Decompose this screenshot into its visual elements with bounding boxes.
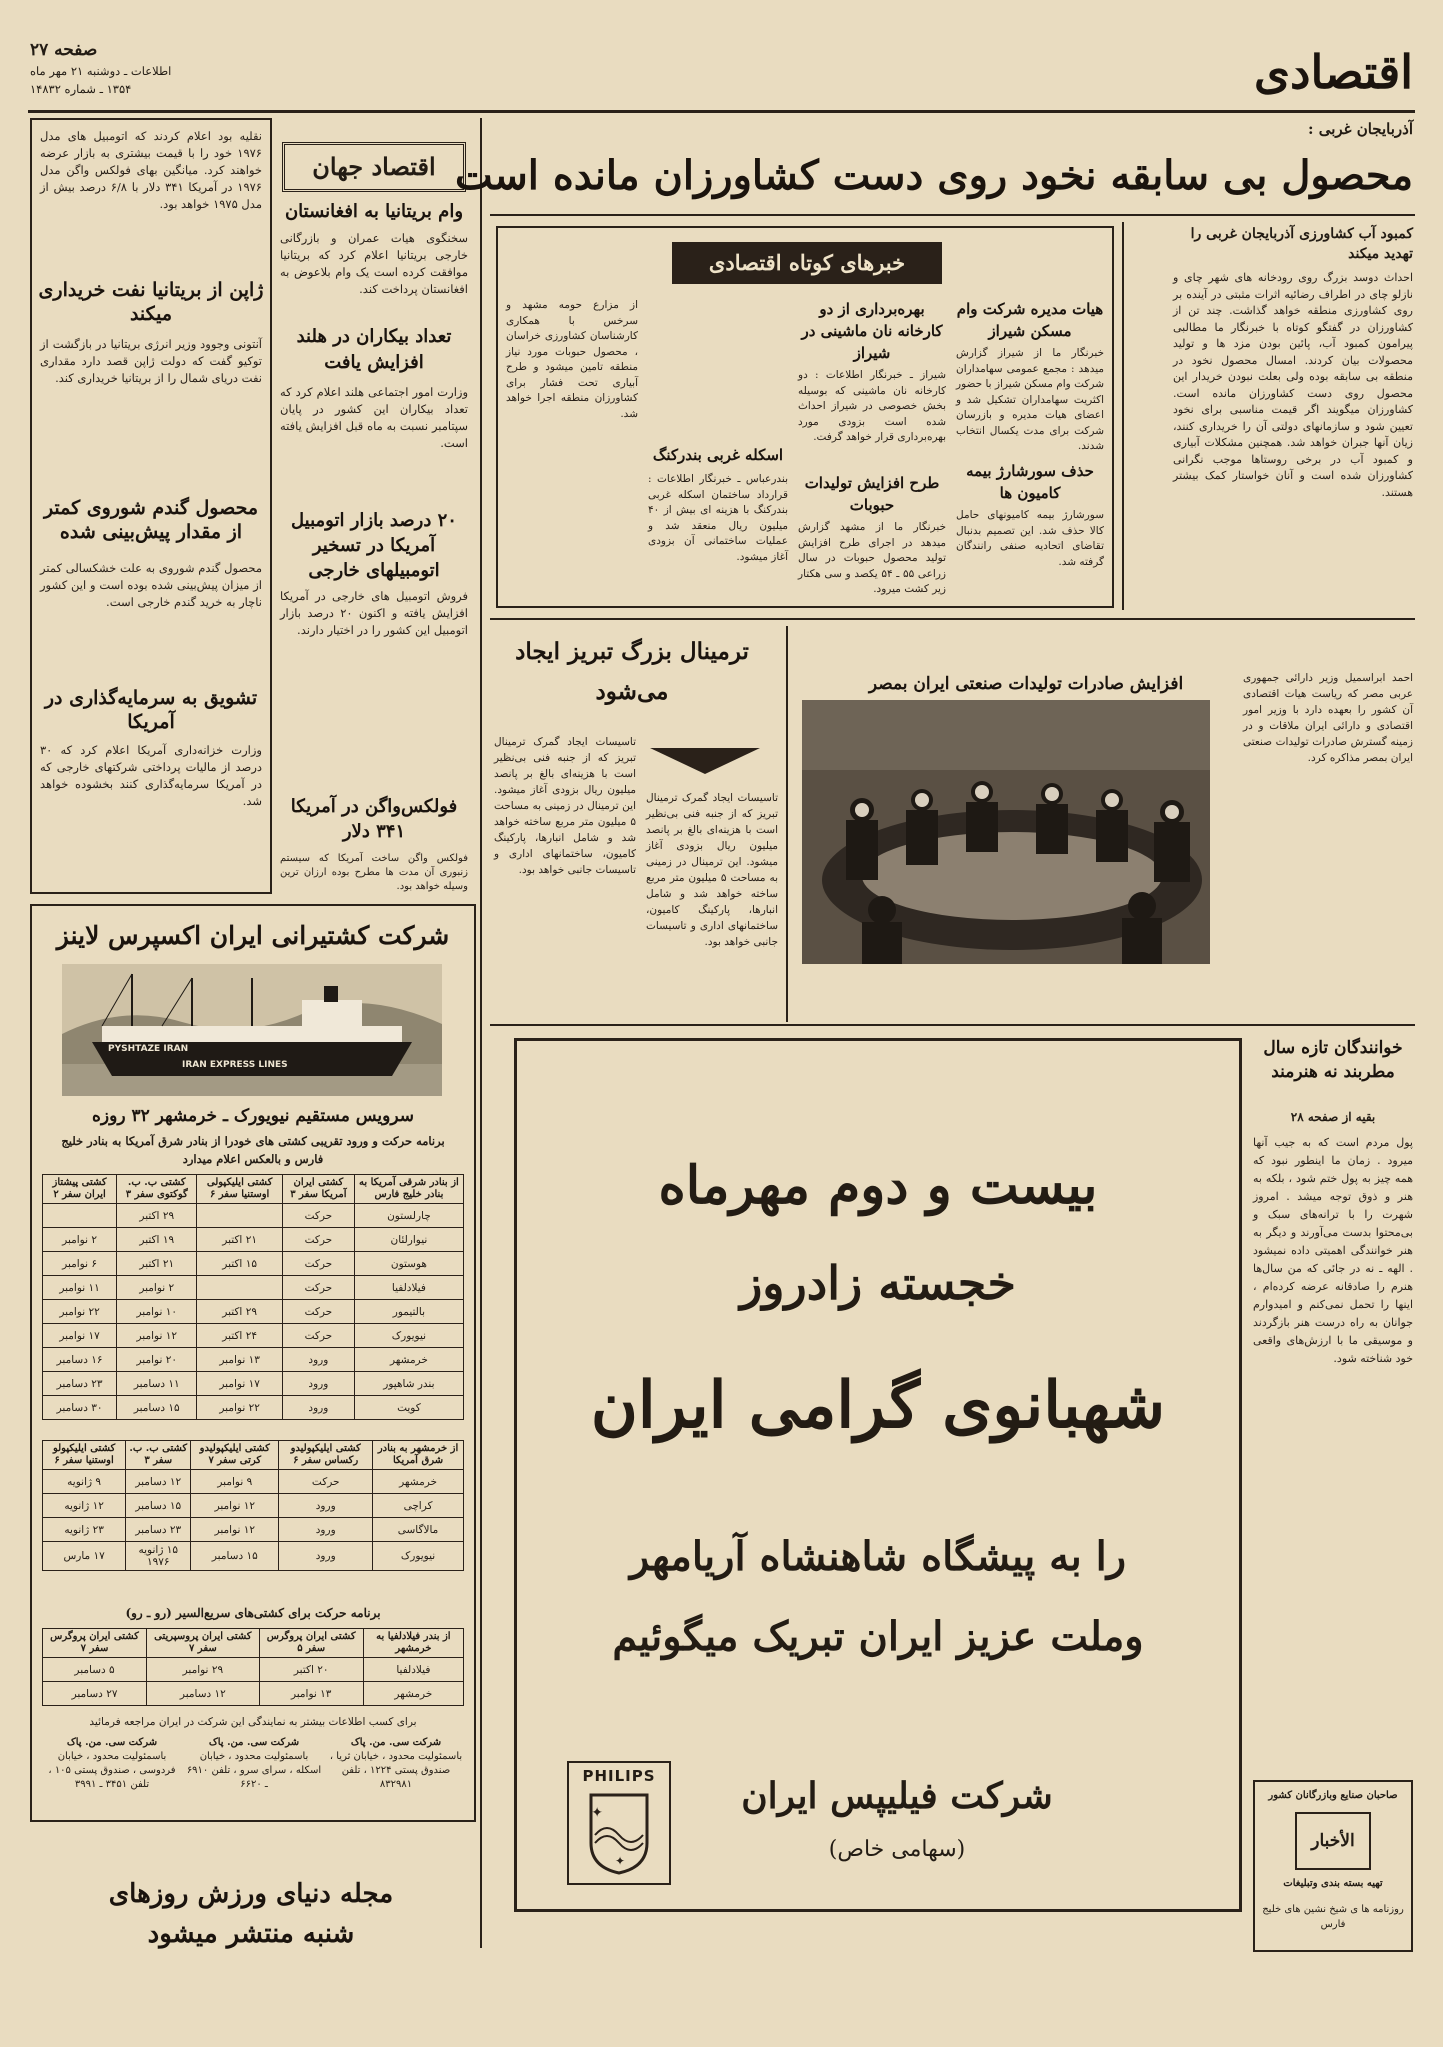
shipping-service: سرویس مستقیم نیویورک ـ خرمشهر ۳۲ روزه [92, 1106, 414, 1126]
arrow-graphic [650, 744, 760, 778]
table-header: کشتی ایران پروگرس سفر ۵ [259, 1629, 363, 1658]
table-row [43, 1396, 464, 1420]
table-cell: ۱۷ مارس [43, 1542, 126, 1571]
table-row [43, 1300, 464, 1324]
table-cell: بالتیمور [354, 1300, 463, 1324]
small-ad-line: تهیه بسته بندی وتبلیغات [1283, 1878, 1383, 1889]
table-cell: ورود [279, 1494, 373, 1518]
table-cell: ۲۳ دسامبر [43, 1372, 117, 1396]
table-cell: ۲۹ اکتبر [117, 1204, 197, 1228]
table-cell [197, 1276, 283, 1300]
short-news-body: سورشارژ بیمه کامیونهای حامل کالا حذف شد. این تصمیم بدنبال تقاضای اتحادیه صنفی رانندگان گرفته شد. [956, 509, 1104, 568]
table-cell: مالاگاسی [373, 1518, 464, 1542]
side-headline: ژاپن از بریتانیا نفت خریداری میکند [38, 279, 264, 325]
table-cell: حرکت [282, 1204, 354, 1228]
table-cell: فیلادلفیا [354, 1276, 463, 1300]
lead-rule [490, 214, 1415, 216]
philips-company-sub: (سهامی خاص) [828, 1837, 966, 1862]
philips-brand: PHILIPS [582, 1767, 656, 1785]
table-cell: ورود [279, 1542, 373, 1571]
table-cell: ۲۹ اکتبر [197, 1300, 283, 1324]
table-header: کشتی ایلیکپولیدو رکساس سفر ۶ [279, 1441, 373, 1470]
table-row [43, 1372, 464, 1396]
terminal-body: تاسیسات ایجاد گمرک ترمینال تبریز که از جنبه فنی بی‌نظیر است با هزینه‌ای بالغ بر پانصد میلیون ریال بزودی آغاز میشود. این ترمینال در زمینی به مساحت ۵ میلیون متر مربع ساخته خواهد شد و شامل انبارها، پارکینگ کامیون، ساختمانهای اداری و تاسیسات جانبی خواهد بود. [646, 792, 778, 948]
agent-lines: باسمئولیت محدود ، خیابان ثریا ، صندوق پستی ۱۲۲۴ ، تلفن ۸۳۲۹۸۱ [329, 1751, 463, 1790]
short-news-headline: حذف سورشارژ بیمه کامیون ها [966, 462, 1094, 502]
table-header: کشتی پیشتاز ایران سفر ۲ [43, 1175, 117, 1204]
table-cell: ۱۹ اکتبر [117, 1228, 197, 1252]
table-cell: ۱۷ نوامبر [43, 1324, 117, 1348]
shipping-note: برنامه حرکت و ورود تقریبی کشتی های خودرا از بنادر شرق آمریکا به بنادر خلیج فارس و بالعکس اعلام میدارد [61, 1134, 445, 1166]
ship-hull-text: IRAN EXPRESS LINES [182, 1060, 288, 1070]
side-body: وزارت خزانه‌داری آمریکا اعلام کرد که ۳۰ درصد از مالیات پرداختی شرکتهای خارجی که در آمریکا سرمایه‌گذاری کنند بخشوده خواهد شد. [40, 743, 262, 808]
svg-text:✦: ✦ [614, 1854, 625, 1868]
small-ad [1253, 1780, 1413, 1952]
ad-line: خجسته زادروز [740, 1256, 1016, 1310]
table-cell: حرکت [279, 1470, 373, 1494]
table-cell: حرکت [282, 1228, 354, 1252]
column-rule [480, 118, 482, 1948]
ad-line: شهبانوی گرامی ایران [590, 1368, 1166, 1443]
table-cell: ۵ دسامبر [43, 1658, 147, 1682]
table-cell: ۲۲ نوامبر [43, 1300, 117, 1324]
lead-body: احداث دوسد بزرگ روی رودخانه های شهر چای و نازلو چای در اطراف رضائیه اثرات مثبتی در آینده بر روی کشاورزی منطقه خواهد گذاشت. چند تن از کشاورزان در گفتگو کوتاه با خبرنگار ما مطالبی پیرامون کمبود آب، پائین بودن مزد ها و تولید محصولات بیان کردند. امسال محصول نخود در منطقه بی سابقه بوده ولی بعلت نبودن خریدار این محصول روی دست کشاورزان مانده است. کشاورزان میگویند اگر قیمت مناسبی برای نخود تعیین شود و سازمانهای دولتی آن را خریداری کنند، زیان آنها جبران خواهد شد. همچنین مشکلات آبیاری و کمبود آب در برخی روستاها موجب نگرانی کشاورزان شده است و آنان خواستار کمک بیشتر هستند. [1173, 271, 1413, 499]
table-cell: ۶ نوامبر [43, 1252, 117, 1276]
agent-lines: باسمئولیت محدود ، خیابان فردوسی ، صندوق پستی ۱۰۵ ، تلفن ۳۴۵۱ ـ ۳۹۹۱ [48, 1751, 176, 1790]
table-header: از خرمشهر به بنادر شرق آمریکا [373, 1441, 464, 1470]
agent-name: شرکت سی. من. پاک [208, 1737, 300, 1748]
table-header: از بنادر شرقی آمریکا به بنادر خلیج فارس [354, 1175, 463, 1204]
table-cell [43, 1204, 117, 1228]
table-cell: ۲۰ اکتبر [259, 1658, 363, 1682]
table-cell: کویت [354, 1396, 463, 1420]
table-cell: ورود [282, 1348, 354, 1372]
lead-kicker: آذربایجان غربی : [1307, 120, 1413, 138]
table-cell: ۲۷ دسامبر [43, 1682, 147, 1706]
agent-name: شرکت سی. من. پاک [350, 1737, 442, 1748]
side-headline: محصول گندم شوروی کمتر از مقدار پیش‌بینی شده [43, 497, 259, 543]
table-cell: نیویورک [373, 1542, 464, 1571]
table-row [43, 1518, 464, 1542]
issue-line: ۱۳۵۴ ـ شماره ۱۴۸۳۲ [30, 82, 132, 96]
table-cell: خرمشهر [354, 1348, 463, 1372]
small-ad-logo: الأخبار [1295, 1812, 1371, 1870]
table-row [43, 1470, 464, 1494]
table-cell: ۱۵ اکتبر [197, 1252, 283, 1276]
table-cell [197, 1204, 283, 1228]
sport-promo: مجله دنیای ورزش روزهای [108, 1879, 394, 1909]
meeting-photo [802, 700, 1210, 964]
side-headline: تشویق به سرمایه‌گذاری در آمریکا [44, 687, 258, 733]
table-cell: ۲ نوامبر [117, 1276, 197, 1300]
table-row [43, 1348, 464, 1372]
agent [186, 1736, 322, 1792]
table-header: کشتی ایران پروگرس سفر ۷ [43, 1629, 147, 1658]
world-body: وزارت امور اجتماعی هلند اعلام کرد که تعداد بیکاران این کشور در پایان سپتامبر نسبت به ماه قبل افزایش یافته است. [280, 385, 468, 450]
table-cell: خرمشهر [363, 1682, 463, 1706]
table-cell: ۲۳ دسامبر [126, 1518, 191, 1542]
philips-company: شرکت فیلیپس ایران [741, 1775, 1053, 1817]
lead-headline: محصول بی سابقه نخود روی دست کشاورزان مانده است [455, 152, 1413, 199]
agent [328, 1736, 464, 1792]
world-economy-column [274, 118, 474, 890]
table-cell: ۱۲ نوامبر [117, 1324, 197, 1348]
shipping-company: شرکت کشتیرانی ایران اکسپرس لاینز [56, 921, 450, 950]
schedule-table-1 [42, 1174, 464, 1420]
table-cell: ۱۲ ژانویه [43, 1494, 126, 1518]
table-cell: ۱۵ دسامبر [117, 1396, 197, 1420]
short-news-headline: بهره‌برداری از دو کارخانه نان ماشینی در شیراز [801, 300, 943, 362]
egypt-headline: افزایش صادرات تولیدات صنعتی ایران بمصر [868, 674, 1184, 694]
table-row [43, 1682, 464, 1706]
world-headline: فولکس‌واگن در آمریکا ۳۴۱ دلار [290, 796, 458, 842]
section-title: اقتصادی [1253, 45, 1413, 99]
agent-lines: باسمئولیت محدود ، خیابان اسکله ، سرای سرو ، تلفن ۶۹۱۰ ـ ۶۶۲۰ [186, 1751, 322, 1790]
side-column [30, 118, 272, 894]
table-row [43, 1204, 464, 1228]
table-cell: ۱۰ نوامبر [117, 1300, 197, 1324]
column-rule [786, 626, 788, 1022]
table-cell: ۱۱ دسامبر [117, 1372, 197, 1396]
ship-photo [62, 964, 442, 1096]
table-cell: حرکت [282, 1252, 354, 1276]
table-cell: هوستون [354, 1252, 463, 1276]
table-cell: ۱۵ ژانویه ۱۹۷۶ [126, 1542, 191, 1571]
table-header: کشتی ب. ب. گوکتوی سفر ۳ [117, 1175, 197, 1204]
world-body: فروش اتومبیل های خارجی در آمریکا افزایش یافته و اکنون ۲۰ درصد بازار اتومبیل این کشور را در اختیار دارند. [280, 589, 468, 637]
small-ad-line: روزنامه ها ی شیخ نشین های خلیج فارس [1262, 1904, 1404, 1930]
world-headline: وام بریتانیا به افغانستان [284, 201, 464, 222]
table-cell: ۱۳ نوامبر [197, 1348, 283, 1372]
table-cell: ۲۴ اکتبر [197, 1324, 283, 1348]
sport-promo: شنبه منتشر میشود [147, 1919, 355, 1949]
issue-line: اطلاعات ـ دوشنبه ۲۱ مهر ماه [30, 64, 172, 78]
page-number: صفحه ۲۷ [30, 40, 98, 60]
world-economy-label: اقتصاد جهان [282, 142, 466, 192]
short-news-box [496, 226, 1114, 608]
table-cell: ۱۲ دسامبر [147, 1682, 260, 1706]
svg-text:✦: ✦ [591, 1805, 603, 1821]
world-body: فولکس واگن ساخت آمریکا که سیستم زنبوری آن مدت ها مطرح بوده ارزان ترین وسیله خواهد بود. [280, 853, 468, 892]
table-header: از بندر فیلادلفیا به خرمشهر [363, 1629, 463, 1658]
table-cell: ورود [282, 1396, 354, 1420]
table-cell: ۳۰ دسامبر [43, 1396, 117, 1420]
table-cell: حرکت [282, 1324, 354, 1348]
table-cell: ۱۳ نوامبر [259, 1682, 363, 1706]
table-header: کشتی ایلیکپولو اوستنیا سفر ۶ [43, 1441, 126, 1470]
short-news-body: خبرنگار ما از مشهد گزارش میدهد در اجرای طرح افزایش تولید محصول حبوبات در سال زراعی ۵۵ ـ ۵۴ یکصد و سی هکتار زیر کشت میرود. [798, 521, 946, 595]
table-cell: ۹ ژانویه [43, 1470, 126, 1494]
table-row [43, 1276, 464, 1300]
schedule-table-2 [42, 1440, 464, 1571]
agent [44, 1736, 180, 1792]
terminal-body: تاسیسات ایجاد گمرک ترمینال تبریز که از جنبه فنی بی‌نظیر است با هزینه‌ای بالغ بر پانصد میلیون ریال بزودی آغاز میشود. این ترمینال در زمینی به مساحت ۵ میلیون متر مربع ساخته خواهد شد و شامل انبارها، پارکینگ کامیون، ساختمانهای اداری و تاسیسات جانبی خواهد بود. [494, 736, 636, 876]
egypt-body: احمد ابراسمیل وزیر دارائی جمهوری عربی مصر که ریاست هیات اقتصادی آن کشور را بعهده دارد با وزیر امور اقتصادی و دارائی ایران ملاقات و در زمینه گسترش صادرات تولیدات صنعتی ایران بمصر مذاکره کرد. [1243, 672, 1413, 764]
schedule-table-3 [42, 1628, 464, 1706]
table-row [43, 1494, 464, 1518]
table-header: کشتی ب. ب. سفر ۳ [126, 1441, 191, 1470]
table-header: کشتی ایران پروسپریتی سفر ۷ [147, 1629, 260, 1658]
ad-line: بیست و دوم مهرماه [658, 1155, 1098, 1216]
table-header: کشتی ایلیکپولیدو کرتی سفر ۷ [191, 1441, 279, 1470]
table-header: کشتی ایران آمریکا سفر ۳ [282, 1175, 354, 1204]
table-cell: ورود [282, 1372, 354, 1396]
table-cell: حرکت [282, 1276, 354, 1300]
lead-column-rule [1122, 222, 1124, 610]
fast-ships-title: برنامه حرکت برای کشتی‌های سریع‌السیر (رو ـ رو) [125, 1606, 381, 1620]
section-rule [490, 618, 1415, 620]
music-headline: خوانندگان تازه سال مطربند نه هنرمند [1263, 1038, 1403, 1082]
section-rule [490, 1024, 1415, 1026]
agents-list [42, 1736, 464, 1812]
table-cell: ۲۰ نوامبر [117, 1348, 197, 1372]
shipping-ad [30, 904, 476, 1822]
table-cell: ۱۱ نوامبر [43, 1276, 117, 1300]
table-cell: ۱۵ دسامبر [191, 1542, 279, 1571]
short-news-title: خبرهای کوتاه اقتصادی [672, 242, 942, 284]
table-cell: ۱۲ نوامبر [191, 1518, 279, 1542]
contact-note: برای کسب اطلاعات بیشتر به نمایندگی این شرکت در ایران مراجعه فرمائید [89, 1716, 417, 1728]
masthead-rule [28, 110, 1415, 113]
ad-line: را به پیشگاه شاهنشاه آریامهر [629, 1533, 1127, 1580]
table-cell: چارلستون [354, 1204, 463, 1228]
short-news-body: از مزارع حومه مشهد و سرخس با همکاری کارشناسان کشاورزی خراسان ، محصول حبوبات مورد نیاز منطقه تامین میشود و طرح آبیاری تحت فشار برای کشاورزان منطقه اجرا خواهد شد. [506, 299, 638, 420]
table-cell: ۹ نوامبر [191, 1470, 279, 1494]
table-cell: ورود [279, 1518, 373, 1542]
philips-ad [514, 1038, 1242, 1912]
agent-name: شرکت سی. من. پاک [66, 1737, 158, 1748]
table-row [43, 1324, 464, 1348]
table-row [43, 1228, 464, 1252]
short-news-body: شیراز ـ خبرنگار اطلاعات : دو کارخانه نان ماشینی که بوسیله بخش خصوصی در شیراز احداث شده است بزودی مورد بهره‌برداری قرار خواهد گرفت. [798, 369, 946, 443]
short-news-headline: هیات مدیره شرکت وام مسکن شیراز [956, 300, 1104, 340]
table-cell: ۱۲ دسامبر [126, 1470, 191, 1494]
short-news-headline: اسکله غربی بندرکنگ [652, 446, 784, 464]
ship-name: PYSHTAZE IRAN [108, 1044, 189, 1054]
short-news-headline: طرح افزایش تولیدات حبوبات [804, 474, 940, 514]
short-news-body: بندرعباس ـ خبرنگار اطلاعات : قرارداد ساختمان اسکله غربی بندرکنگ با هزینه ای بیش از ۴۰ میلیون ریال منعقد شد و عملیات ساختمانی آن بزودی آغاز میشود. [648, 473, 788, 563]
philips-shield-icon [587, 1791, 651, 1875]
table-cell: ۲ نوامبر [43, 1228, 117, 1252]
table-cell: فیلادلفیا [363, 1658, 463, 1682]
table-cell: نیویورک [354, 1324, 463, 1348]
world-headline: ۲۰ درصد بازار اتومبیل آمریکا در تسخیر اتومبیلهای خارجی [291, 510, 457, 581]
philips-logo [567, 1761, 671, 1885]
table-cell: ۱۲ نوامبر [191, 1494, 279, 1518]
small-ad-line: صاحبان صنایع وبازرگانان کشور [1268, 1790, 1398, 1801]
world-body: سخنگوی هیات عمران و بازرگانی خارجی بریتانیا اعلام کرد که بریتانیا موافقت کرده است یک وام بلاعوض به افغانستان پرداخت کند. [280, 231, 468, 296]
music-body: پول مردم است که به جیب آنها میرود . زمان ما اینطور نبود که همه چیز به پول ختم شود ، بلکه به هنر و ذوق توجه میشد . امروز شهرت را با ترانه‌های سبک و بی‌محتوا بدست می‌آورند و دیگر به هنر خوانندگی اهمیتی داده نمیشود . الهه ـ نه در جائی که من سال‌ها هنرم را صادقانه عرضه کرده‌ام ، اینها را تحمل نمی‌کنم و امیدوارم جوانان به راه درست هنر بازگردند و موسیقی ما با ارزش‌های واقعی خود شناخته شود. [1253, 1136, 1413, 1365]
table-cell: حرکت [282, 1300, 354, 1324]
table-row [43, 1658, 464, 1682]
side-intro: نقلیه بود اعلام کردند که اتومبیل های مدل ۱۹۷۶ خود را با قیمت بیشتری به بازار عرضه خواهند کرد. میانگین بهای فولکس واگن مدل ۱۹۷۶ در آمریکا ۳۴۱ دلار با ۶/۸ درصد بیش از مدل ۱۹۷۵ خواهد بود. [40, 129, 262, 211]
lead-deck: کمبود آب کشاورزی آذربایجان غربی را تهدید میکند [1190, 226, 1413, 262]
table-cell: نیوارلئان [354, 1228, 463, 1252]
world-headline: تعداد بیکاران در هلند افزایش یافت [296, 326, 452, 373]
table-header: کشتی ایلیکپولی اوستنیا سفر ۶ [197, 1175, 283, 1204]
side-body: محصول گندم شوروی به علت خشکسالی کمتر از میزان پیش‌بینی شده بوده است و این کشور ناچار به خرید گندم خارجی است. [40, 561, 262, 609]
table-cell: خرمشهر [373, 1470, 464, 1494]
short-news-body: خبرنگار ما از شیراز گزارش میدهد : مجمع عمومی سهامداران شرکت وام مسکن شیراز با حضور اکثریت سهامداران تشکیل شد و اعضای هیات مدیره و بازرسان شرکت برای مدت یکسال انتخاب شدند. [956, 347, 1104, 452]
table-cell: ۱۷ نوامبر [197, 1372, 283, 1396]
table-cell: ۲۲ نوامبر [197, 1396, 283, 1420]
table-cell: ۱۶ دسامبر [43, 1348, 117, 1372]
music-continued: بقیه از صفحه ۲۸ [1290, 1110, 1376, 1124]
table-cell: ۲۹ نوامبر [147, 1658, 260, 1682]
table-cell: بندر شاهپور [354, 1372, 463, 1396]
ad-line: وملت عزیز ایران تبریک میگوئیم [612, 1613, 1144, 1660]
table-cell: ۲۱ اکتبر [117, 1252, 197, 1276]
side-body: آنتونی وجوود وزیر انرژی بریتانیا در بازگشت از توکیو گفت که دولت ژاپن قصد دارد مقداری نفت دریای شمال را از بریتانیا خریداری کند. [40, 337, 262, 385]
table-row [43, 1542, 464, 1571]
table-cell: ۲۳ ژانویه [43, 1518, 126, 1542]
table-cell: کراچی [373, 1494, 464, 1518]
table-cell: ۱۵ دسامبر [126, 1494, 191, 1518]
table-cell: ۲۱ اکتبر [197, 1228, 283, 1252]
table-row [43, 1252, 464, 1276]
terminal-headline: ترمینال بزرگ تبریز ایجاد می‌شود [515, 638, 749, 705]
